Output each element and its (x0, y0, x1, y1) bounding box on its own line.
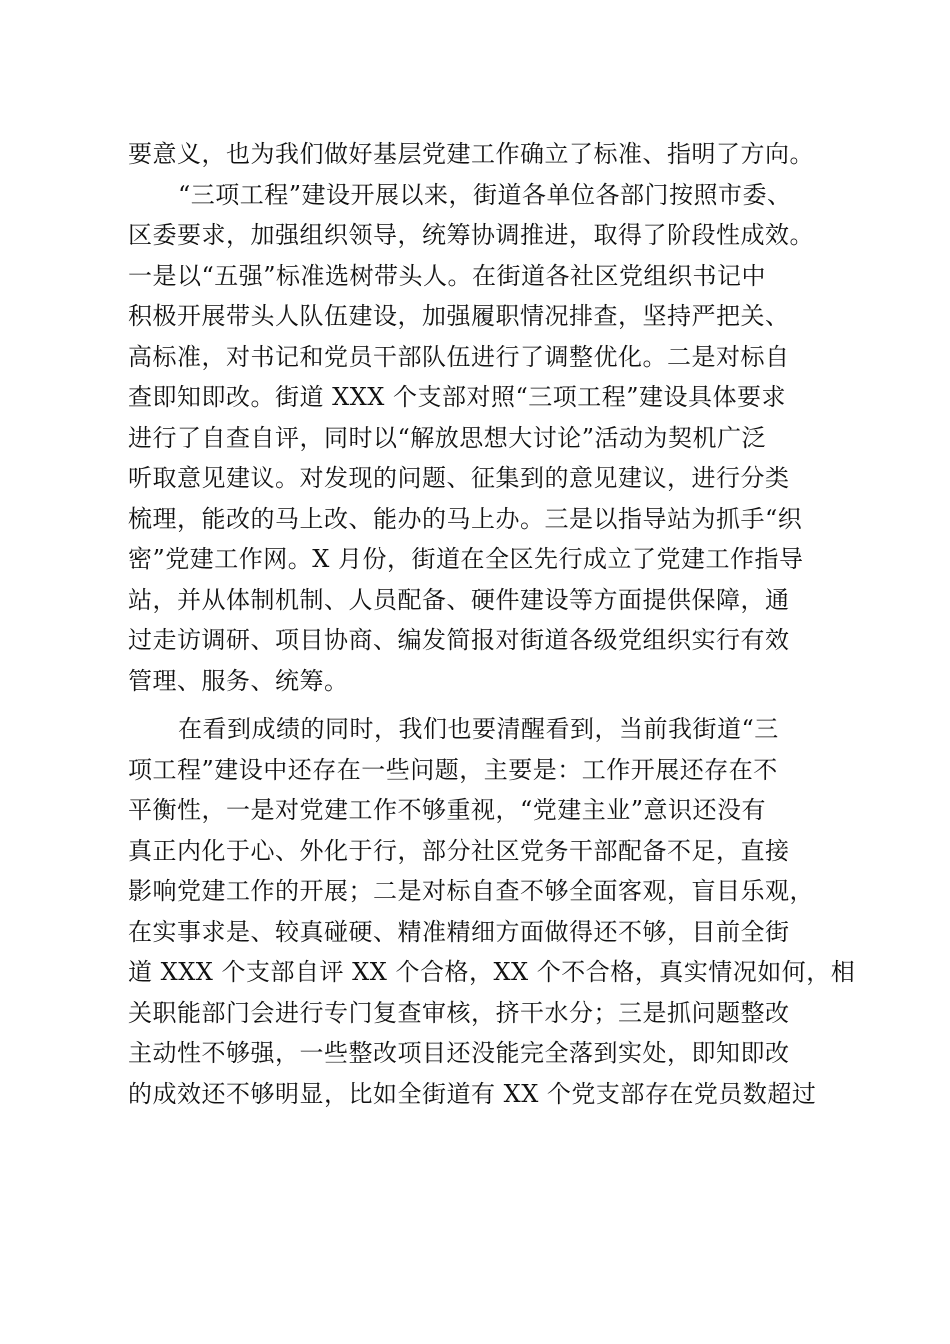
paragraph-gap (128, 701, 828, 709)
text-line: 积极开展带头人队伍建设，加强履职情况排查，坚持严把关、 (128, 302, 790, 330)
text-line: 进行了自查自评，同时以“解放思想大讨论”活动为契机广泛 (128, 423, 767, 452)
text-line: 密”党建工作网。X 月份，街道在全区先行成立了党建工作指导 (128, 545, 804, 573)
text-line: 的成效还不够明显，比如全街道有 XX 个党支部存在党员数超过 (128, 1079, 817, 1108)
text-line: 梳理，能改的马上改、能办的马上办。三是以指导站为抓手“织 (128, 504, 803, 533)
text-line: 听取意见建议。对发现的问题、征集到的意见建议，进行分类 (128, 464, 790, 492)
text-line: 高标准，对书记和党员干部队伍进行了调整优化。二是对标自 (128, 342, 790, 371)
text-line: 管理、服务、统筹。 (128, 666, 349, 695)
document-body (128, 134, 856, 1114)
text-line: “三项工程”建设开展以来，街道各单位各部门按照市委、 (178, 180, 792, 209)
text-line: 一是以“五强”标准选树带头人。在街道各社区党组织书记中 (128, 261, 767, 290)
text-line: 影响党建工作的开展；二是对标自查不够全面客观，盲目乐观， (128, 877, 814, 905)
text-line: 在看到成绩的同时，我们也要清醒看到，当前我街道“三 (178, 715, 779, 743)
text-line: 在实事求是、较真碰硬、精准精细方面做得还不够，目前全街 (128, 917, 790, 946)
text-line: 真正内化于心、外化于行，部分社区党务干部配备不足，直接 (128, 836, 790, 865)
text-line: 过走访调研、项目协商、编发简报对街道各级党组织实行有效 (128, 626, 790, 654)
text-line: 要意义，也为我们做好基层党建工作确立了标准、指明了方向。 (128, 140, 814, 168)
text-line: 站，并从体制机制、人员配备、硬件建设等方面提供保障，通 (128, 585, 790, 614)
text-line: 区委要求，加强组织领导，统筹协调推进，取得了阶段性成效。 (128, 221, 814, 249)
text-line: 关职能部门会进行专门复查审核，挤干水分；三是抓问题整改 (128, 998, 790, 1027)
text-line: 平衡性，一是对党建工作不够重视，“党建主业”意识还没有 (128, 796, 767, 824)
text-line: 项工程”建设中还存在一些问题，主要是：工作开展还存在不 (128, 755, 778, 784)
text-line: 主动性不够强，一些整改项目还没能完全落到实处，即知即改 (128, 1039, 790, 1067)
text-line: 查即知即改。街道 XXX 个支部对照“三项工程”建设具体要求 (128, 383, 787, 411)
text-line: 道 XXX 个支部自评 XX 个合格，XX 个不合格，真实情况如何，相 (128, 958, 856, 986)
